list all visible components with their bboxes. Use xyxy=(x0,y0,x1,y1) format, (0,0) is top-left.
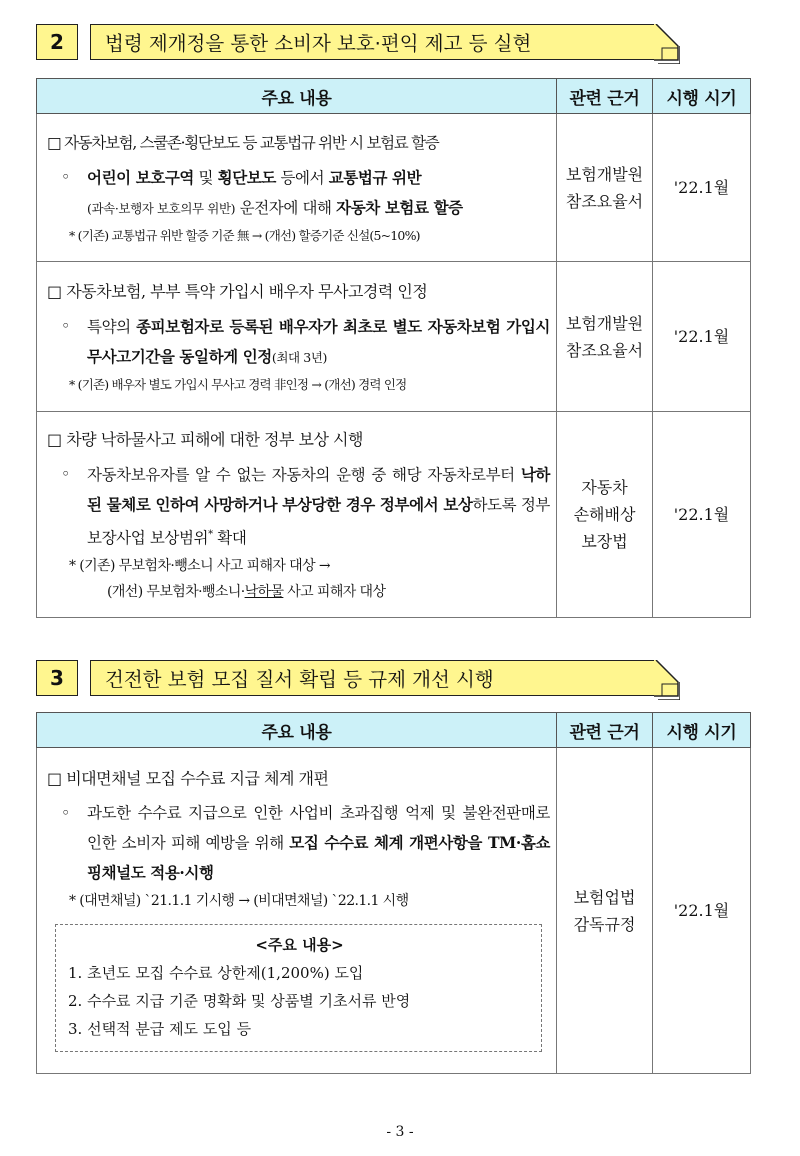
list-item: 1. 초년도 모집 수수료 상한제(1,200%) 도입 xyxy=(68,964,364,982)
basis-cell: 보험개발원 참조요율서 xyxy=(557,262,653,412)
row-heading: □ 비대면채널 모집 수수료 지급 체계 개편 xyxy=(47,769,329,788)
row-note: * (대면채널) `21.1.1 기시행 → (비대면채널) `22.1.1 시행 xyxy=(69,893,409,909)
bullet-circle-icon: ◦ xyxy=(61,316,70,335)
section-2-title: 법령 제개정을 통한 소비자 보호·편익 제고 등 실현 xyxy=(90,24,656,60)
bullet-circle-icon: ◦ xyxy=(61,464,70,483)
bullet-circle-icon: ◦ xyxy=(61,804,70,822)
section-3-title: 건전한 보험 모집 질서 확립 등 규제 개선 시행 xyxy=(90,660,656,696)
content-cell xyxy=(37,262,557,412)
section-3-number: 3 xyxy=(36,660,78,696)
row-description: ◦ 자동차보유자를 알 수 없는 자동차의 운행 중 해당 자동차로부터 낙하된 물체로 인하여 사망하거나 부상당한 경우 정부에서 보상하도록 정부보장사업 보상범위* 확대 xyxy=(47,460,550,553)
header-date: 시행 시기 xyxy=(653,713,751,748)
date-cell: '22.1월 xyxy=(653,114,751,262)
date-cell: '22.1월 xyxy=(653,262,751,412)
table-row xyxy=(37,262,751,412)
row-heading: □ 자동차보험, 스쿨존·횡단보도 등 교통법규 위반 시 보험료 할증 xyxy=(47,133,439,152)
table-row xyxy=(37,114,751,262)
header-main-content: 주요 내용 xyxy=(37,79,557,114)
section-2-corner-fold xyxy=(654,24,680,64)
row-description: ◦ 과도한 수수료 지급으로 인한 사업비 초과집행 억제 및 불완전판매로 인한 소비자 피해 예방을 위해 모집 수수료 체계 개편사항을 TM·홈쇼핑채널도 적용·시행 xyxy=(47,799,550,888)
content-cell xyxy=(37,748,557,1074)
row-description: ◦ 특약의 종피보험자로 등록된 배우자가 최초로 별도 자동차보험 가입시 무사고기간을 동일하게 인정(최대 3년) xyxy=(47,312,550,372)
date-cell: '22.1월 xyxy=(653,412,751,618)
table-row xyxy=(37,412,751,618)
row-heading: □ 차량 낙하물사고 피해에 대한 정부 보상 시행 xyxy=(47,429,363,449)
bullet-circle-icon: ◦ xyxy=(61,167,70,186)
section-2-number: 2 xyxy=(36,24,78,60)
basis-cell: 보험개발원 참조요율서 xyxy=(557,114,653,262)
content-cell xyxy=(37,412,557,618)
header-date: 시행 시기 xyxy=(653,79,751,114)
row-note: * (기존) 교통법규 위반 할증 기준 無 → (개선) 할증기준 신설(5~10%) xyxy=(69,227,420,243)
header-main-content: 주요 내용 xyxy=(37,713,557,748)
page-number: - 3 - xyxy=(386,1124,414,1140)
list-item: 3. 선택적 분급 제도 도입 등 xyxy=(68,1020,252,1038)
section-2-table xyxy=(36,78,751,618)
table-row xyxy=(37,748,751,1074)
summary-box-title: <주요 내용> xyxy=(255,936,344,954)
section-3-table xyxy=(36,712,751,1074)
row-note: * (기존) 무보험차·뺑소니 사고 피해자 대상 → (개선) 무보험차·뺑소니·낙하물 사고 피해자 대상 xyxy=(69,558,386,601)
table-header-row xyxy=(37,713,751,748)
row-description: ◦ 어린이 보호구역 및 횡단보도 등에서 교통법규 위반 (과속·보행자 보호의무 위반) 운전자에 대해 자동차 보험료 할증 xyxy=(47,163,550,223)
row-note: * (기존) 배우자 별도 가입시 무사고 경력 非인정 → (개선) 경력 인정 xyxy=(69,376,407,392)
header-basis: 관련 근거 xyxy=(557,79,653,114)
row-heading: □ 자동차보험, 부부 특약 가입시 배우자 무사고경력 인정 xyxy=(47,281,428,301)
basis-cell: 보험업법 감독규정 xyxy=(557,748,653,1074)
section-3-corner-fold xyxy=(654,660,680,700)
list-item: 2. 수수료 지급 기준 명확화 및 상품별 기초서류 반영 xyxy=(68,992,411,1010)
table-header-row xyxy=(37,79,751,114)
summary-box xyxy=(55,924,542,1052)
header-basis: 관련 근거 xyxy=(557,713,653,748)
date-cell: '22.1월 xyxy=(653,748,751,1074)
basis-cell: 자동차 손해배상 보장법 xyxy=(557,412,653,618)
content-cell xyxy=(37,114,557,262)
